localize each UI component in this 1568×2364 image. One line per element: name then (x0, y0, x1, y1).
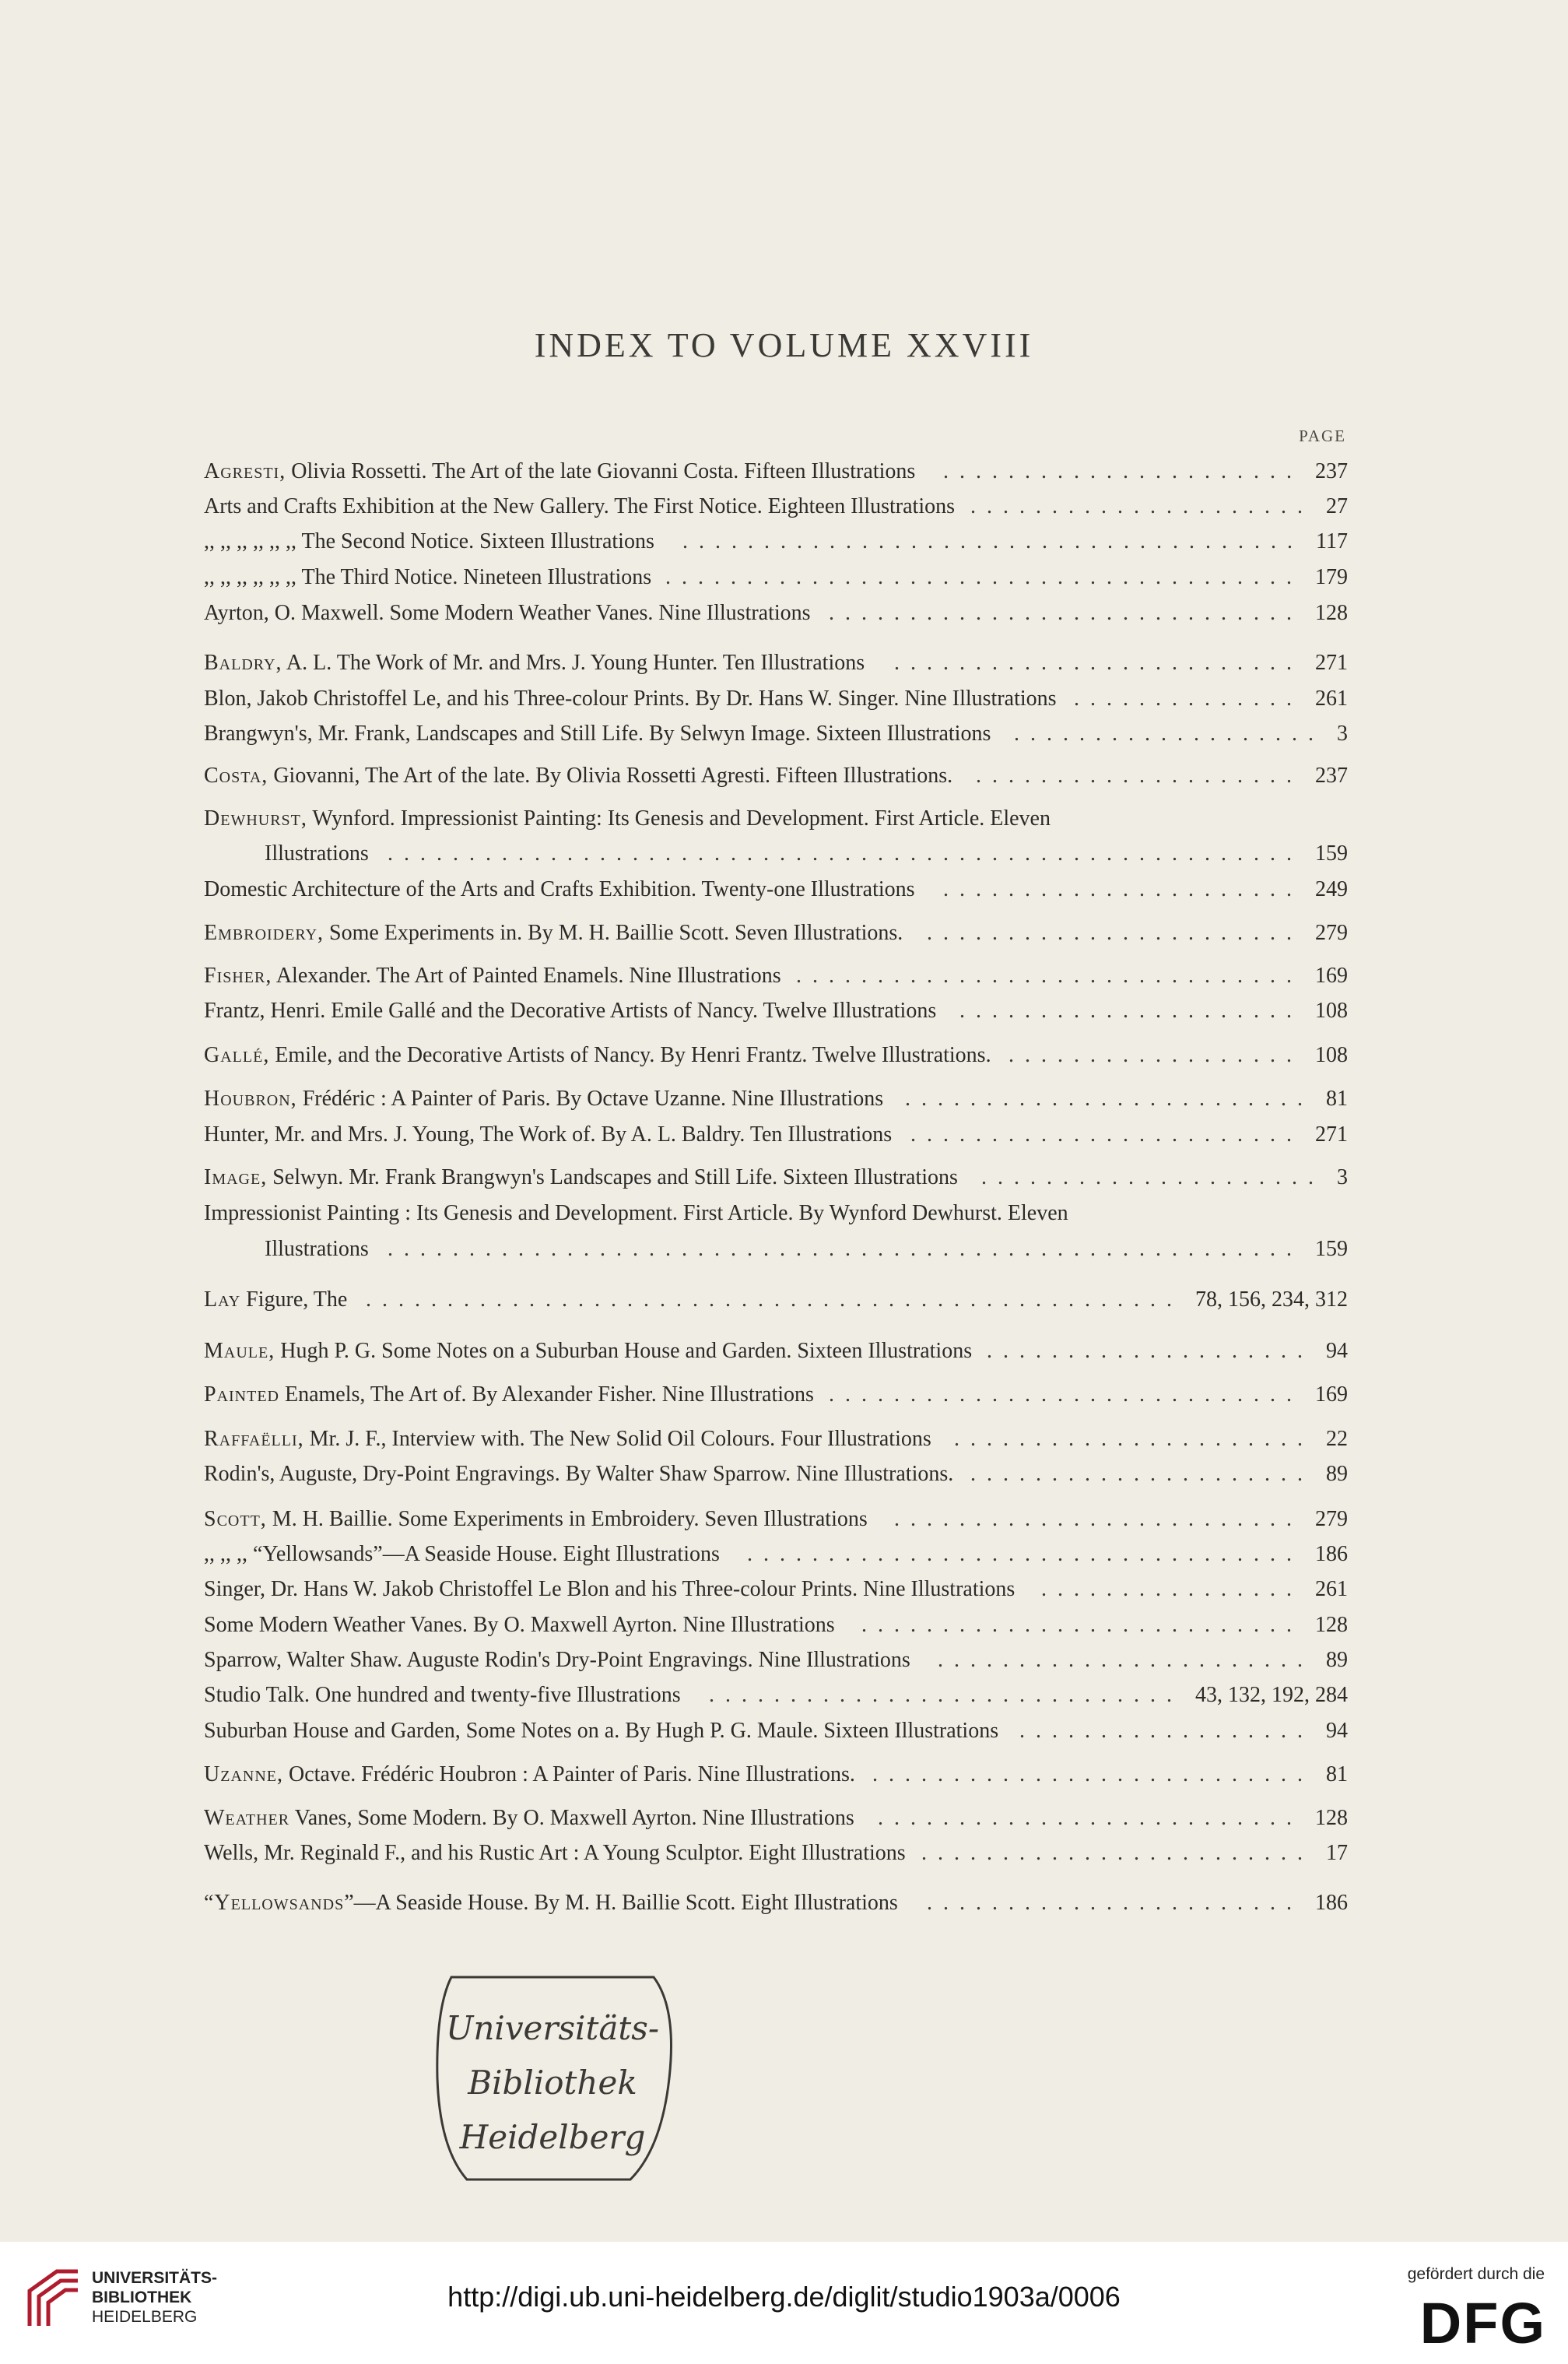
stamp-line-3: Heidelberg (459, 2118, 646, 2156)
leader-dots: ......................... (894, 1507, 1303, 1531)
entry-text (204, 1803, 854, 1834)
index-entry (204, 918, 1348, 949)
leader-dots: ........................ (921, 1841, 1314, 1865)
leader-dots: ....................... (927, 1891, 1303, 1915)
entry-page-number: 159 (1315, 1237, 1348, 1261)
entry-description: ,, ,, ,, “Yellowsands”—A Seaside House. Eight Illustrations (204, 1542, 720, 1566)
index-title: INDEX TO VOLUME XXVIII (534, 326, 1034, 364)
leader-dots: ......................... (894, 651, 1303, 675)
entry-page-number: 169 (1315, 964, 1348, 988)
leader-dots: ................... (1014, 722, 1324, 746)
index-entry (204, 838, 1348, 869)
entry-description: Sparrow, Walter Shaw. Auguste Rodin's Dry-Point Engravings. Nine Illustrations (204, 1648, 910, 1672)
entry-description: Suburban House and Garden, Some Notes on a. By Hugh P. G. Maule. Sixteen Illustrations (204, 1719, 999, 1743)
leader-dots: .................................. (747, 1542, 1303, 1566)
entry-page-number: 108 (1315, 999, 1348, 1023)
index-entry (204, 1162, 1348, 1193)
leader-dots: ..................... (959, 999, 1303, 1023)
entry-text (204, 1119, 892, 1150)
entry-lead: Fisher, (204, 964, 272, 988)
leader-dots: ................ (1041, 1577, 1303, 1601)
entry-page-number: 3 (1337, 722, 1348, 746)
entry-description: Rodin's, Auguste, Dry-Point Engravings. By Walter Shaw Sparrow. Nine Illustrations. (204, 1462, 954, 1486)
entry-text (204, 1459, 953, 1490)
entry-description: Octave. Frédéric Houbron : A Painter of Paris. Nine Illustrations. (282, 1762, 855, 1786)
entry-description: Olivia Rossetti. The Art of the late Giovanni Costa. Fifteen Illustrations (286, 459, 916, 483)
entry-text (204, 760, 952, 792)
leader-dots: .............. (1074, 687, 1303, 711)
entry-text (204, 718, 991, 750)
entry-lead: Uzanne, (204, 1762, 283, 1786)
entry-text (204, 598, 811, 629)
entry-text (204, 1574, 1015, 1605)
entry-page-number: 27 (1326, 494, 1348, 518)
entry-page-number: 279 (1315, 1507, 1348, 1531)
entry-description: Singer, Dr. Hans W. Jakob Christoffel Le Blon and his Three-colour Prints. Nine Illustrations (204, 1577, 1016, 1601)
index-entry (204, 1379, 1348, 1410)
leader-dots: ....................... (938, 1648, 1314, 1672)
entry-description: Wells, Mr. Reginald F., and his Rustic Art : A Young Sculptor. Eight Illustrations (204, 1841, 906, 1865)
entry-lead: Image, (204, 1165, 268, 1189)
entry-text (204, 1888, 898, 1919)
library-name-line-1: UNIVERSITÄTS- (92, 2269, 218, 2287)
entry-text (204, 1424, 931, 1455)
entry-lead: Painted (204, 1382, 279, 1407)
entry-description: ”—A Seaside House. By M. H. Baillie Scott. Eight Illustrations (344, 1891, 898, 1915)
entry-lead: Embroidery, (204, 921, 324, 945)
entry-text (204, 961, 781, 992)
leader-dots: ...................... (954, 1427, 1314, 1451)
index-entry (204, 1716, 1348, 1747)
index-entry (204, 562, 1348, 593)
entry-description: A. L. The Work of Mr. and Mrs. J. Young Hunter. Ten Illustrations (282, 651, 865, 675)
index-entry (204, 683, 1348, 715)
index-entry (204, 1459, 1348, 1490)
entry-page-number: 81 (1326, 1762, 1348, 1786)
index-entry (204, 1198, 1348, 1229)
entry-description: Mr. J. F., Interview with. The New Solid Oil Colours. Four Illustrations (303, 1427, 931, 1451)
index-entry (204, 598, 1348, 629)
entry-text (204, 918, 903, 949)
entry-description: Domestic Architecture of the Arts and Crafts Exhibition. Twenty-one Illustrations (204, 877, 915, 901)
index-entry (204, 1888, 1348, 1919)
entry-page-number: 108 (1315, 1043, 1348, 1067)
leader-dots: .................... (987, 1339, 1314, 1363)
entry-description: Some Modern Weather Vanes. By O. Maxwell Ayrton. Nine Illustrations (204, 1613, 835, 1637)
leader-dots: ...................................... (682, 529, 1303, 553)
entry-description: Brangwyn's, Mr. Frank, Landscapes and Still Life. By Selwyn Image. Sixteen Illustrations (204, 722, 991, 746)
entry-lead: Costa, (204, 764, 268, 788)
entry-text (204, 491, 955, 522)
entry-text (204, 526, 654, 557)
entry-text (265, 838, 369, 869)
leader-dots: ..................... (970, 494, 1314, 518)
entry-description: Impressionist Painting : Its Genesis and Development. First Article. By Wynford Dewhurst. Eleven (204, 1201, 1068, 1225)
entry-page-number: 94 (1326, 1719, 1348, 1743)
entry-text (204, 996, 936, 1027)
index-entry (204, 1574, 1348, 1605)
index-entry (204, 1759, 1348, 1790)
index-entry (204, 1803, 1348, 1834)
index-entry (204, 526, 1348, 557)
index-entry (204, 874, 1348, 905)
entry-description: Studio Talk. One hundred and twenty-five Illustrations (204, 1683, 681, 1707)
entry-description: Illustrations (265, 841, 369, 866)
entry-page-number: 128 (1315, 1806, 1348, 1830)
funding-caption: gefördert durch die (1407, 2265, 1545, 2283)
leader-dots: ............................. (709, 1683, 1183, 1707)
index-entry (204, 1504, 1348, 1535)
entry-description: Hunter, Mr. and Mrs. J. Young, The Work of. By A. L. Baldry. Ten Illustrations (204, 1122, 893, 1147)
index-entry (204, 1040, 1348, 1071)
entry-lead: Raffaëlli, (204, 1427, 304, 1451)
leader-dots: .................. (1019, 1719, 1314, 1743)
entry-text (204, 648, 865, 679)
entry-lead: Gallé, (204, 1043, 270, 1067)
leader-dots: ........................... (861, 1613, 1303, 1637)
page-column-label: PAGE (1299, 427, 1346, 445)
leader-dots: .......................... (878, 1806, 1303, 1830)
entry-page-number: 3 (1337, 1165, 1348, 1189)
stamp-line-1: Universitäts- (445, 2009, 660, 2047)
index-entry (204, 718, 1348, 750)
entry-text (204, 1645, 910, 1676)
leader-dots: .................................................. (366, 1287, 1183, 1312)
entry-page-number: 186 (1315, 1891, 1348, 1915)
entry-description: Blon, Jakob Christoffel Le, and his Three-colour Prints. By Dr. Hans W. Singer. Nine Illustrations (204, 687, 1057, 711)
entry-description: Giovanni, The Art of the late. By Olivia Rossetti Agresti. Fifteen Illustrations. (268, 764, 953, 788)
digitization-footer (0, 2242, 1568, 2364)
entry-page-number: 89 (1326, 1648, 1348, 1672)
entry-page-number: 94 (1326, 1339, 1348, 1363)
entry-lead: Houbron, (204, 1087, 297, 1111)
entry-text (204, 1716, 998, 1747)
stamp-line-2: Bibliothek (468, 2064, 637, 2102)
leader-dots: ............................... (796, 964, 1303, 988)
entry-lead: Lay (204, 1287, 241, 1312)
entry-page-number: 179 (1315, 565, 1348, 589)
entry-page-number: 249 (1315, 877, 1348, 901)
leader-dots: .................... (976, 764, 1303, 788)
leader-dots: ....................... (927, 921, 1303, 945)
leader-dots: ........................ (910, 1122, 1303, 1147)
entry-text (204, 1162, 958, 1193)
library-name-line-2: BIBLIOTHEK (92, 2288, 192, 2306)
entry-page-number: 43, 132, 192, 284 (1195, 1683, 1348, 1707)
entry-text (204, 683, 1057, 715)
entry-page-number: 261 (1315, 687, 1348, 711)
index-entry (204, 648, 1348, 679)
entry-page-number: 17 (1326, 1841, 1348, 1865)
entry-page-number: 117 (1316, 529, 1348, 553)
index-entry (204, 1838, 1348, 1869)
leader-dots: ..................... (981, 1165, 1324, 1189)
entry-text (204, 874, 915, 905)
entry-text (265, 1234, 369, 1265)
leader-dots: ............................. (829, 601, 1303, 625)
entry-text (204, 1610, 835, 1641)
source-url-link[interactable]: http://digi.ub.uni-heidelberg.de/diglit/studio1903a/0006 (447, 2281, 1121, 2313)
index-entry (204, 1424, 1348, 1455)
index-entry (204, 491, 1348, 522)
leader-dots: ........................................................ (388, 1237, 1303, 1261)
entry-page-number: 237 (1315, 459, 1348, 483)
entry-text (204, 803, 1051, 834)
index-entry (204, 1610, 1348, 1641)
library-name-line-3: HEIDELBERG (92, 2308, 198, 2326)
entry-page-number: 237 (1315, 764, 1348, 788)
entry-page-number: 271 (1315, 1122, 1348, 1147)
entry-page-number: 78, 156, 234, 312 (1195, 1287, 1348, 1312)
entry-description: Hugh P. G. Some Notes on a Suburban House and Garden. Sixteen Illustrations (275, 1339, 973, 1363)
index-entry (204, 1336, 1348, 1367)
entry-description: Vanes, Some Modern. By O. Maxwell Ayrton. Nine Illustrations (289, 1806, 854, 1830)
leader-dots: ......................... (905, 1087, 1314, 1111)
entry-description: Ayrton, O. Maxwell. Some Modern Weather Vanes. Nine Illustrations (204, 601, 811, 625)
entry-text (204, 1040, 991, 1071)
entry-page-number: 22 (1326, 1427, 1348, 1451)
leader-dots: ....................................... (665, 565, 1303, 589)
leader-dots: ........................................................ (388, 841, 1303, 866)
index-entry (204, 1084, 1348, 1115)
entry-description: Frantz, Henri. Emile Gallé and the Decorative Artists of Nancy. Twelve Illustrations (204, 999, 937, 1023)
leader-dots: ...................... (943, 459, 1303, 483)
entry-text (204, 562, 651, 593)
entry-description: Enamels, The Art of. By Alexander Fisher. Nine Illustrations (279, 1382, 814, 1407)
entry-description: Alexander. The Art of Painted Enamels. Nine Illustrations (272, 964, 781, 988)
entry-page-number: 89 (1326, 1462, 1348, 1486)
entry-description: Figure, The (240, 1287, 348, 1312)
index-entry (204, 1539, 1348, 1570)
index-entry (204, 803, 1348, 834)
entry-description: Wynford. Impressionist Painting: Its Genesis and Development. First Article. Eleven (307, 806, 1051, 831)
entry-description: Frédéric : A Painter of Paris. By Octave Uzanne. Nine Illustrations (296, 1087, 884, 1111)
entry-page-number: 271 (1315, 651, 1348, 675)
entry-page-number: 128 (1315, 1613, 1348, 1637)
index-entry (204, 1680, 1348, 1711)
entry-description: Some Experiments in. By M. H. Baillie Scott. Seven Illustrations. (324, 921, 903, 945)
entry-description: Selwyn. Mr. Frank Brangwyn's Landscapes and Still Life. Sixteen Illustrations (267, 1165, 958, 1189)
entry-lead: “Yellowsands (204, 1891, 345, 1915)
entry-lead: Agresti, (204, 459, 286, 483)
entry-page-number: 81 (1326, 1087, 1348, 1111)
index-entry (204, 456, 1348, 487)
leader-dots: ...................... (943, 877, 1303, 901)
index-entry (204, 961, 1348, 992)
index-entry (204, 1119, 1348, 1150)
library-stamp (420, 1962, 685, 2195)
entry-text (204, 1539, 720, 1570)
leader-dots: ............................. (829, 1382, 1303, 1407)
leader-dots: .................. (1009, 1043, 1303, 1067)
index-entry (204, 1234, 1348, 1265)
entry-text (204, 1336, 972, 1367)
entry-text (204, 1680, 681, 1711)
entry-description: Illustrations (265, 1237, 369, 1261)
index-entry (204, 760, 1348, 792)
entry-page-number: 261 (1315, 1577, 1348, 1601)
entry-text (204, 1284, 347, 1315)
entry-lead: Maule, (204, 1339, 275, 1363)
index-entry (204, 1284, 1348, 1315)
entry-description: M. H. Baillie. Some Experiments in Embroidery. Seven Illustrations (266, 1507, 868, 1531)
dfg-logo: DFG (1419, 2291, 1546, 2355)
leader-dots: ..................... (970, 1462, 1314, 1486)
entry-lead: Scott, (204, 1507, 267, 1531)
entry-lead: Baldry, (204, 651, 282, 675)
entry-text (204, 1379, 814, 1410)
entry-description: Emile, and the Decorative Artists of Nancy. By Henri Frantz. Twelve Illustrations. (269, 1043, 991, 1067)
entry-page-number: 169 (1315, 1382, 1348, 1407)
index-entry (204, 996, 1348, 1027)
entry-text (204, 1838, 906, 1869)
leader-dots: ........................... (872, 1762, 1314, 1786)
index-entry (204, 1645, 1348, 1676)
entry-text (204, 456, 915, 487)
entry-page-number: 128 (1315, 601, 1348, 625)
entry-text (204, 1759, 855, 1790)
entry-description: ,, ,, ,, ,, ,, ,, The Second Notice. Sixteen Illustrations (204, 529, 654, 553)
entry-page-number: 186 (1315, 1542, 1348, 1566)
entry-description: ,, ,, ,, ,, ,, ,, The Third Notice. Nineteen Illustrations (204, 565, 652, 589)
entry-lead: Weather (204, 1806, 290, 1830)
entry-description: Arts and Crafts Exhibition at the New Gallery. The First Notice. Eighteen Illustrations (204, 494, 956, 518)
entry-lead: Dewhurst, (204, 806, 307, 831)
entry-text (204, 1198, 1068, 1229)
entry-text (204, 1084, 883, 1115)
entry-page-number: 279 (1315, 921, 1348, 945)
entry-text (204, 1504, 868, 1535)
entry-page-number: 159 (1315, 841, 1348, 866)
